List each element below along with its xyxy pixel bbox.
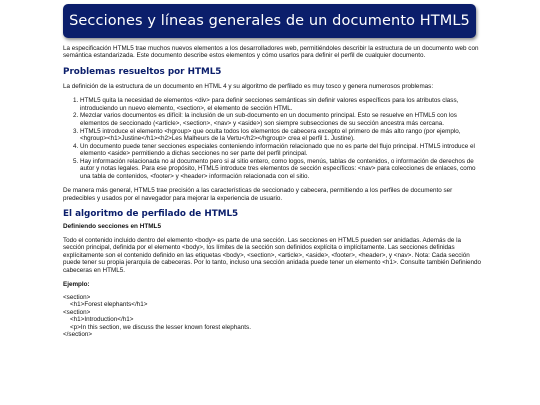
list-item: 2. Mezclar varios documentos es difícil: la inclusión de un sub-documento en un documento principal. Esto se resuelve en HTML5 con los elementos de seccionado (<article>, <section>, <nav> y <aside>) son siempre subsecciones de su sección ancestra más cercana. (80, 112, 483, 127)
title-banner (63, 4, 476, 38)
closing-paragraph: De manera más general, HTML5 trae precisión a las características de seccionado y cabecera, permitiendo a los perfiles de documento ser predecibles y usados por el navegador para mejorar la experiencia de usuario. (63, 187, 453, 202)
section-heading-problems: Problemas resueltos por HTML5 (63, 66, 222, 77)
page-title: Secciones y líneas generales de un documento HTML5 (69, 13, 470, 29)
example-label: Ejemplo: (63, 281, 90, 289)
problems-list (63, 97, 483, 180)
intro-paragraph: La especificación HTML5 trae muchos nuevos elementos a los desarrolladores web, permitiéndoles describir la estructura de un documento web con semántica estandarizada. Este documento describe estos elementos y cómo usarlos para definir el perfil de cualquier documento. (63, 45, 479, 60)
list-item: 1. HTML5 quita la necesidad de elementos <div> para definir secciones semánticas sin definir valores específicos para los atributos class, introduciendo un nuevo elemento, <section>, el elemento de sección HTML. (80, 97, 483, 112)
list-item: 4. Un documento puede tener secciones especiales conteniendo información relacionado que no es parte del flujo principal. HTML5 introduce el elemento <aside> permitiendo a dichas secciones no ser parte del perfil principal. (80, 143, 483, 158)
list-item: 5. Hay información relacionada no al documento pero si al sitio entero, como logos, menús, tablas de contenidos, o información de derechos de autor y notas legales. Para ese propósito, HTML5 introduce tres elementos de sección específicos: <nav> para colecciones de enlaces, como una tabla de contenidos, <footer> y <header> información relacionada con el sitio. (80, 158, 483, 180)
sections-paragraph: Todo el contenido incluido dentro del elemento <body> es parte de una sección. Las secciones en HTML5 pueden ser anidadas. Además de la sección principal, definida por el elemento <body>, los límites de la sección son definidos explícita o implícitamente. Las secciones definidas explícitamente son el contenido definido en las etiquetas <body>, <section>, <article>, <aside>, <footer>, <header>, y <nav>. Nota: Cada sección puede tener su propia jerarquía de cabeceras. Por lo tanto, incluso una sección anidada puede tener un elemento <h1>. Consulte también Definiendo cabeceras en HTML5. (63, 237, 481, 274)
list-item: 3. HTML5 introduce el elemento <hgroup> que oculta todos los elementos de cabecera excepto el primero de más alto rango (por ejemplo, <hgroup><h1>Justine</h1><h2>Les Malheurs de la Vertu</h2></hgroup> crea el perfil 1. Justine). (80, 128, 483, 143)
problems-paragraph: La definición de la estructura de un documento en HTML 4 y su algoritmo de perfilado es muy tosco y genera numerosos problemas: (63, 82, 434, 90)
code-example: <section> <h1>Forest elephants</h1> <section> <h1>Introduction</h1> <p>In this section, we discuss the lesser known forest elephants. </section> (63, 293, 251, 338)
subheading-defining-sections: Definiendo secciones en HTML5 (63, 223, 162, 230)
article-content (63, 45, 483, 338)
section-heading-algorithm: El algoritmo de perfilado de HTML5 (63, 209, 239, 219)
